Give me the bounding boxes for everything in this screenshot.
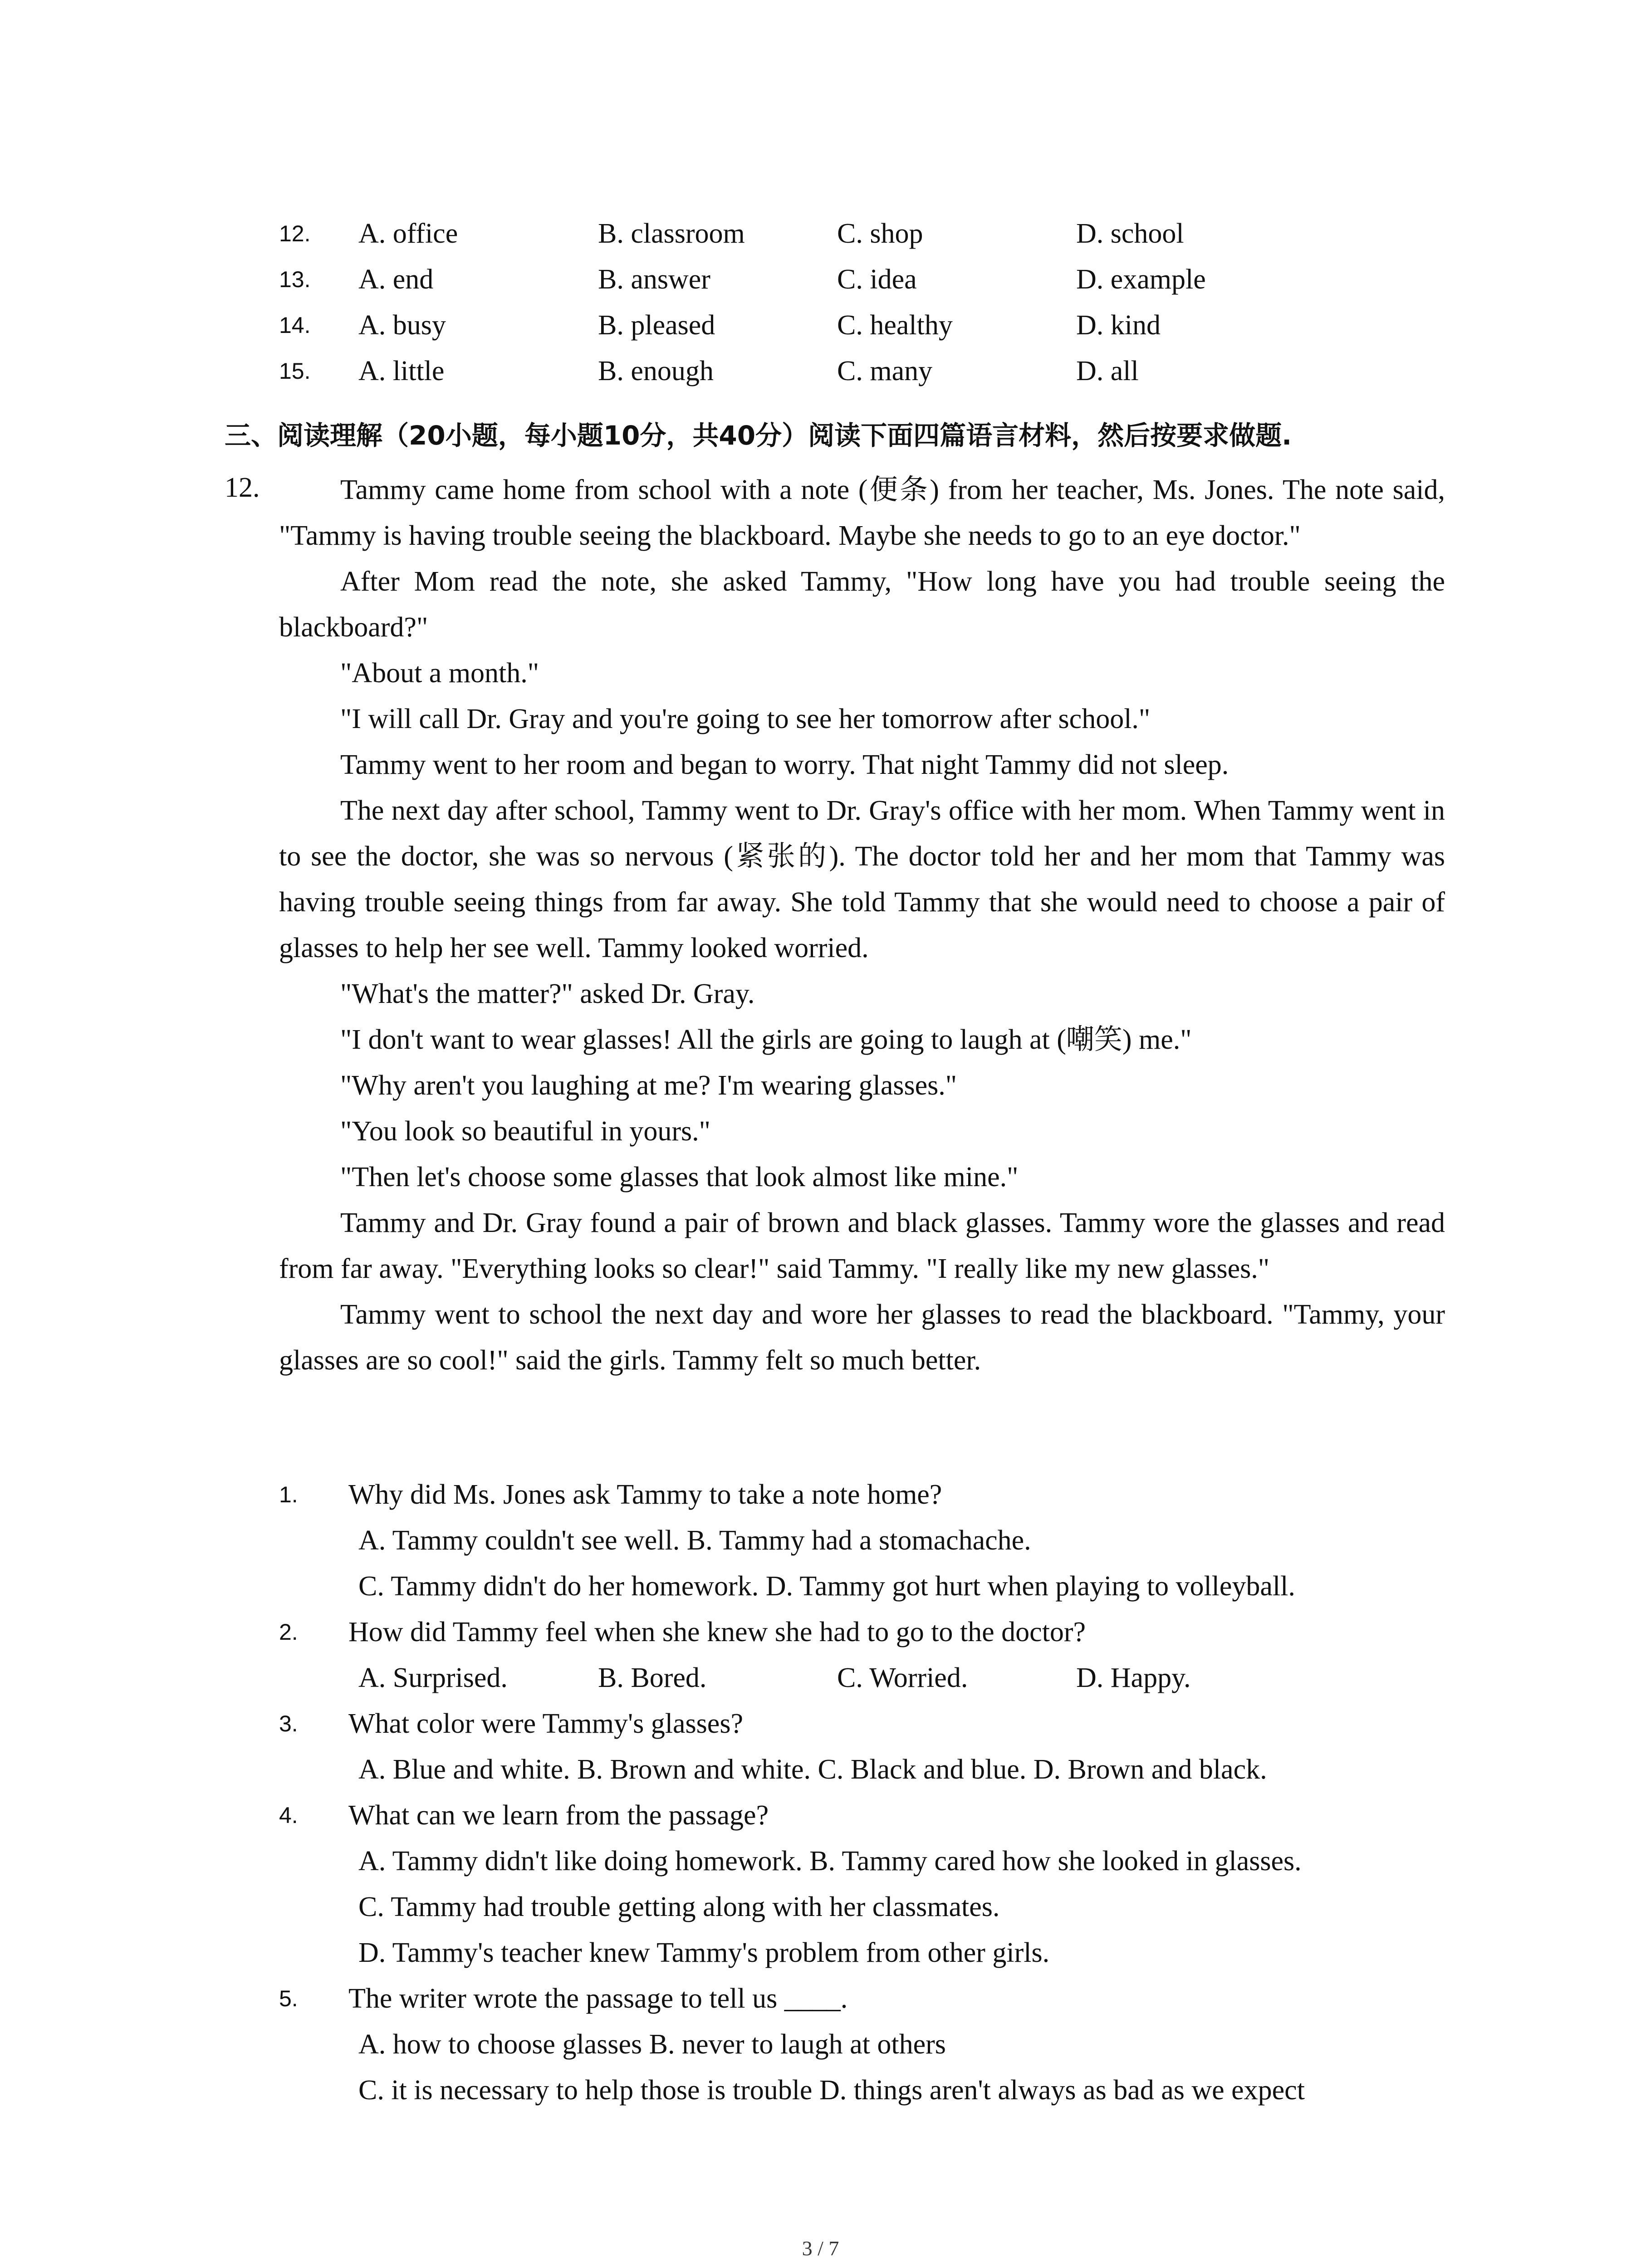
question-text: The writer wrote the passage to tell us ____. <box>348 1983 848 2014</box>
option-c: C. many <box>837 356 933 386</box>
question-options: C. Tammy had trouble getting along with her classmates. <box>358 1892 1000 1922</box>
question-number: 2. <box>279 1619 298 1645</box>
option-c: C. idea <box>837 264 917 295</box>
option-b: B. pleased <box>598 310 715 341</box>
cloze-number: 12. <box>279 221 311 246</box>
question-text: Why did Ms. Jones ask Tammy to take a note home? <box>348 1479 942 1510</box>
passage-paragraph: The next day after school, Tammy went to Dr. Gray's office with her mom. When Tammy went in to see the doctor, she was so nervous (紧张的). The doctor told her and her mom that Tammy was having trouble seeing things from far away. She told Tammy that she would need to choose a pair of glasses to help her see well. Tammy looked worried. <box>279 795 1445 963</box>
question-text: How did Tammy feel when she knew she had to go to the doctor? <box>348 1617 1086 1647</box>
passage-paragraph: "You look so beautiful in yours." <box>340 1116 710 1147</box>
question-number: 3. <box>279 1711 298 1736</box>
passage-paragraph: "I don't want to wear glasses! All the girls are going to laugh at (嘲笑) me." <box>340 1024 1192 1055</box>
option-a: A. end <box>358 264 434 295</box>
question-text: What color were Tammy's glasses? <box>348 1708 743 1739</box>
option-b: B. enough <box>598 356 714 386</box>
question-number: 5. <box>279 1986 298 2011</box>
question-options: A. how to choose glasses B. never to laugh at others <box>358 2029 946 2060</box>
cloze-number: 13. <box>279 267 311 292</box>
question-number: 1. <box>279 1482 298 1507</box>
passage-number: 12. <box>225 472 260 503</box>
option-b: B. Bored. <box>598 1662 707 1693</box>
cloze-number: 14. <box>279 313 311 338</box>
cloze-number: 15. <box>279 358 311 384</box>
question-options: A. Blue and white. B. Brown and white. C. Black and blue. D. Brown and black. <box>358 1754 1267 1785</box>
option-a: A. Surprised. <box>358 1662 508 1693</box>
page-number: 3 / 7 <box>802 2237 839 2260</box>
passage-paragraph: Tammy and Dr. Gray found a pair of brown and black glasses. Tammy wore the glasses and read from far away. "Everything looks so clear!" said Tammy. "I really like my new glasses." <box>279 1207 1445 1284</box>
question-options: C. Tammy didn't do her homework. D. Tammy got hurt when playing to volleyball. <box>358 1571 1295 1602</box>
passage-paragraph: Tammy went to school the next day and wore her glasses to read the blackboard. "Tammy, your glasses are so cool!" said the girls. Tammy felt so much better. <box>279 1299 1445 1376</box>
option-d: D. example <box>1076 264 1206 295</box>
option-d: D. all <box>1076 356 1139 386</box>
passage-paragraph: "What's the matter?" asked Dr. Gray. <box>340 978 755 1009</box>
option-d: D. Happy. <box>1076 1662 1191 1693</box>
option-d: D. kind <box>1076 310 1161 341</box>
option-c: C. healthy <box>837 310 953 341</box>
passage-paragraph: Tammy came home from school with a note (便条) from her teacher, Ms. Jones. The note said, "Tammy is having trouble seeing the blackboard. Maybe she needs to go to an eye doctor." <box>279 474 1445 551</box>
question-options: A. Tammy didn't like doing homework. B. Tammy cared how she looked in glasses. <box>358 1846 1302 1877</box>
question-number: 4. <box>279 1803 298 1828</box>
passage-paragraph: "I will call Dr. Gray and you're going to see her tomorrow after school." <box>340 704 1151 734</box>
section-heading: 三、阅读理解（20小题，每小题10分，共40分）阅读下面四篇语言材料，然后按要求做题. <box>225 420 1292 451</box>
passage-paragraph: "About a month." <box>340 658 539 689</box>
option-b: B. classroom <box>598 218 745 249</box>
question-options: D. Tammy's teacher knew Tammy's problem from other girls. <box>358 1937 1050 1968</box>
question-text: What can we learn from the passage? <box>348 1800 769 1831</box>
option-d: D. school <box>1076 218 1184 249</box>
option-c: C. shop <box>837 218 923 249</box>
question-options: A. Tammy couldn't see well. B. Tammy had a stomachache. <box>358 1525 1031 1556</box>
option-b: B. answer <box>598 264 710 295</box>
reading-passage <box>279 467 1445 1383</box>
passage-paragraph: "Why aren't you laughing at me? I'm wearing glasses." <box>340 1070 957 1101</box>
passage-paragraph: "Then let's choose some glasses that look almost like mine." <box>340 1162 1019 1193</box>
passage-paragraph: After Mom read the note, she asked Tammy, "How long have you had trouble seeing the blackboard?" <box>279 566 1445 643</box>
option-a: A. busy <box>358 310 446 341</box>
option-a: A. little <box>358 356 445 386</box>
passage-paragraph: Tammy went to her room and began to worry. That night Tammy did not sleep. <box>340 749 1229 780</box>
question-options: C. it is necessary to help those is trouble D. things aren't always as bad as we expect <box>358 2075 1305 2106</box>
option-a: A. office <box>358 218 458 249</box>
option-c: C. Worried. <box>837 1662 968 1693</box>
